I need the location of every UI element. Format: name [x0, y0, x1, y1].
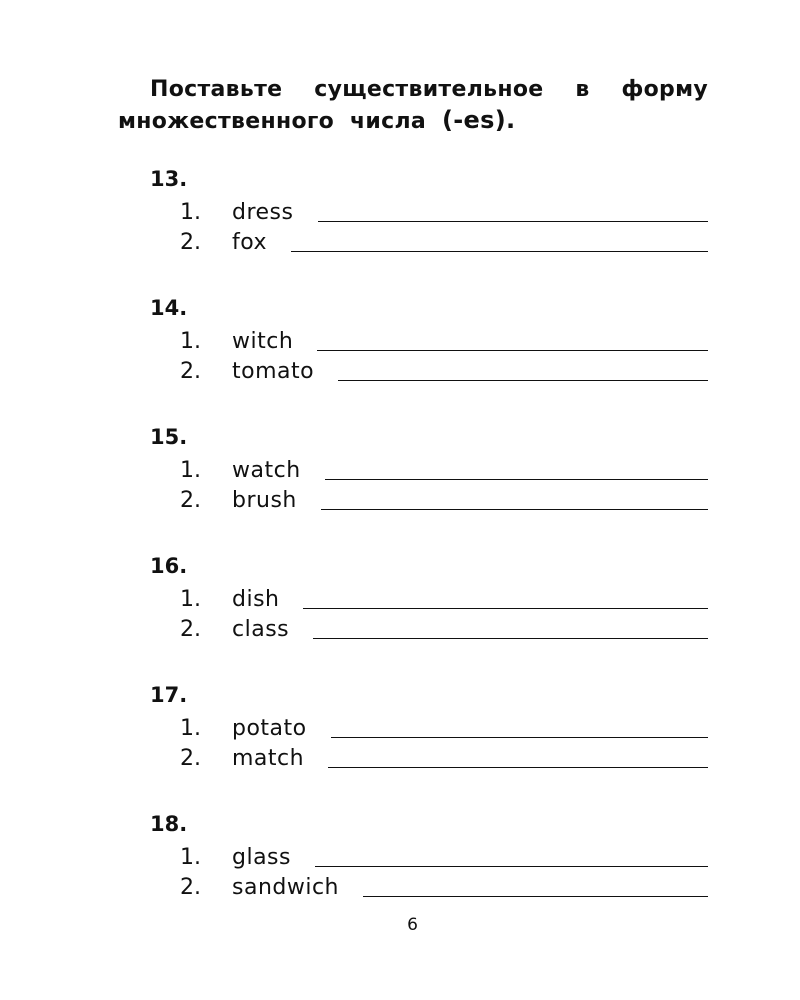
- item-word: dress: [232, 200, 294, 225]
- item-number: 2.: [180, 488, 201, 513]
- item-word: potato: [232, 716, 307, 741]
- answer-blank[interactable]: [328, 767, 708, 768]
- answer-blank[interactable]: [338, 380, 708, 381]
- item-number: 1.: [180, 200, 201, 225]
- item-word: brush: [232, 488, 297, 513]
- task-15: [0, 424, 800, 544]
- item-word: sandwich: [232, 875, 339, 900]
- exercise-item: [180, 325, 708, 355]
- task-18: [0, 811, 800, 931]
- task-14: [0, 295, 800, 415]
- exercise-item: [180, 871, 708, 901]
- item-word: watch: [232, 458, 301, 483]
- item-number: 1.: [180, 329, 201, 354]
- item-word: glass: [232, 845, 291, 870]
- item-number: 2.: [180, 359, 201, 384]
- item-word: match: [232, 746, 305, 771]
- answer-blank[interactable]: [313, 638, 708, 639]
- instruction-suffix: (-es).: [442, 106, 516, 134]
- answer-blank[interactable]: [291, 251, 708, 252]
- item-word: tomato: [232, 359, 315, 384]
- exercise-item: [180, 226, 708, 256]
- exercise-item: [180, 841, 708, 871]
- instruction-line-2-text: множественного числа: [118, 109, 427, 134]
- item-number: 1.: [180, 716, 201, 741]
- answer-blank[interactable]: [303, 608, 708, 609]
- task-number: 18.: [150, 812, 188, 836]
- item-word: fox: [232, 230, 268, 255]
- instruction-line-1: Поставьте существительное в форму: [150, 77, 708, 102]
- task-number: 15.: [150, 425, 188, 449]
- item-number: 1.: [180, 845, 201, 870]
- task-17: [0, 682, 800, 802]
- item-number: 1.: [180, 587, 201, 612]
- item-word: class: [232, 617, 290, 642]
- answer-blank[interactable]: [331, 737, 708, 738]
- answer-blank[interactable]: [315, 866, 708, 867]
- item-word: dish: [232, 587, 280, 612]
- item-word: witch: [232, 329, 294, 354]
- task-number: 13.: [150, 167, 188, 191]
- page-number: 6: [407, 915, 418, 935]
- item-number: 2.: [180, 875, 201, 900]
- exercise-item: [180, 355, 708, 385]
- item-number: 2.: [180, 746, 201, 771]
- answer-blank[interactable]: [325, 479, 708, 480]
- task-number: 14.: [150, 296, 188, 320]
- task-13: [0, 166, 800, 286]
- answer-blank[interactable]: [318, 221, 709, 222]
- exercise-item: [180, 196, 708, 226]
- instruction-heading: [118, 74, 708, 137]
- answer-blank[interactable]: [321, 509, 708, 510]
- item-number: 1.: [180, 458, 201, 483]
- exercise-item: [180, 583, 708, 613]
- exercise-item: [180, 742, 708, 772]
- task-16: [0, 553, 800, 673]
- instruction-line-2: [118, 105, 708, 137]
- item-number: 2.: [180, 230, 201, 255]
- answer-blank[interactable]: [317, 350, 708, 351]
- exercise-item: [180, 712, 708, 742]
- item-number: 2.: [180, 617, 201, 642]
- exercise-item: [180, 484, 708, 514]
- exercise-item: [180, 613, 708, 643]
- task-number: 16.: [150, 554, 188, 578]
- task-number: 17.: [150, 683, 188, 707]
- answer-blank[interactable]: [363, 896, 708, 897]
- exercise-item: [180, 454, 708, 484]
